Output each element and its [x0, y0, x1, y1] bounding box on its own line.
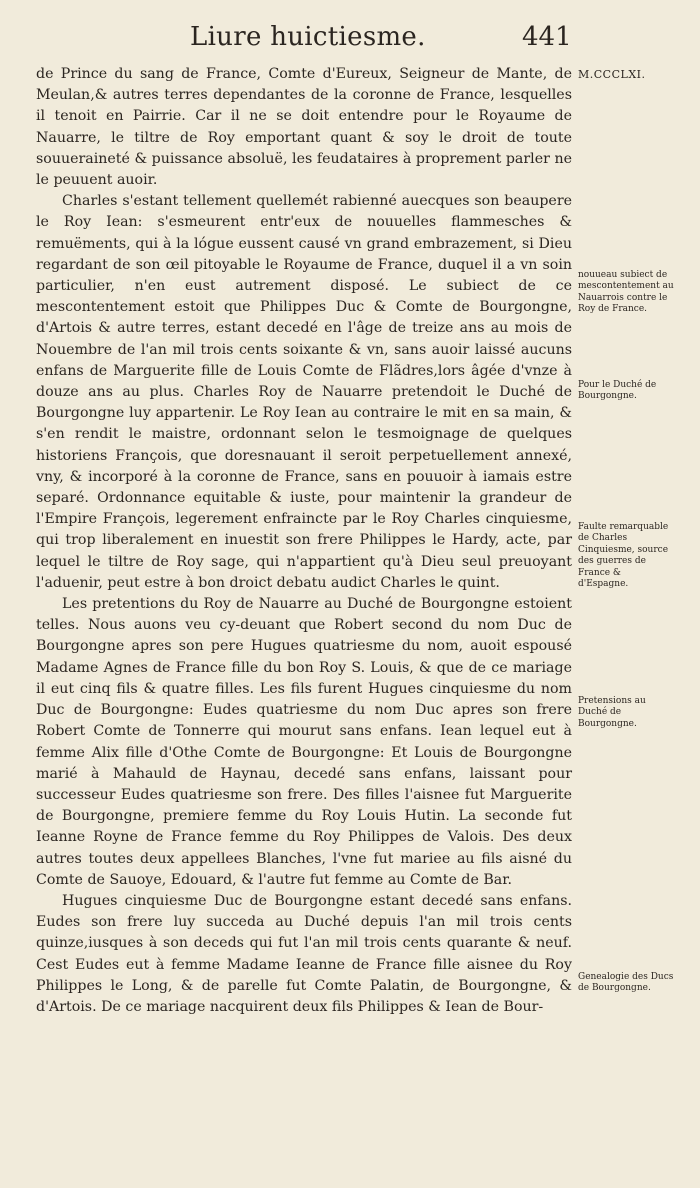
- margin-note: Pretensions au Duché de Bourgongne.: [578, 696, 646, 729]
- page-header: [0, 22, 700, 62]
- margin-note: Genealogie des Ducs de Bourgongne.: [578, 972, 674, 994]
- paragraph: de Prince du sang de France, Comte d'Eureux, Seigneur de Mante, de Meulan,& autres terres dependantes de la coronne de France, lesquelles il tenoit en Pairrie. Car il ne se doit entendre pour le Royaume de Nauarre, le tiltre de Roy emportant quant & soy le droit de toute souueraineté & puissance absoluë, les feudataires à proprement parler ne le peuuent auoir.: [36, 66, 572, 189]
- paragraph: Les pretentions du Roy de Nauarre au Duché de Bourgongne estoient telles. Nous auons veu cy-deuant que Robert second du nom Duc de Bourgongne apres son pere Hugues quatriesme du nom, auoit espousé Madame Agnes de France fille du bon Roy S. Louis, & que de ce mariage il eut cinq fils & quatre filles. Les fils furent Hugues cinquiesme du nom Duc de Bourgongne: Eudes quatriesme du nom Duc apres son frere Robert Comte de Tonnerre qui mourut sans enfans. Iean lequel eut à femme Alix fille d'Othe Comte de Bourgongne: Et Louis de Bourgongne marié à Mahauld de Haynau, decedé sans enfans, laissant pour successeur Eudes quatriesme son frere. Des filles l'aisnee fut Marguerite de Bourgongne, premiere femme du Roy Louis Hutin. La seconde fut Ieanne Royne de France femme du Roy Philippes de Valois. Des deux autres toutes deux appellees Blanches, l'vne fut mariee au fils aisné du Comte de Sauoye, Edouard, & l'autre fut femme au Comte de Bar.: [36, 596, 572, 888]
- body-text: [36, 64, 572, 1018]
- paragraph: Charles s'estant tellement quellemét rabienné auecques son beaupere le Roy Iean: s'esmeurent entr'eux de nouuelles flammesches & remuëments, qui à la lógue eussent causé vn grand embrazement, si Dieu regardant de son œil pitoyable le Royaume de France, duquel il a vn soin particulier, n'en eust autrement disposé. Le subiect de ce mescontentement estoit que Philippes Duc & Comte de Bourgongne, d'Artois & autre terres, estant decedé en l'âge de treize ans au mois de Nouembre de l'an mil trois cents soixante & vn, sans auoir laissé aucuns enfans de Marguerite fille de Louis Comte de Flãdres,lors âgée d'vnze à douze ans au plus. Charles Roy de Nauarre pretendoit le Duché de Bourgongne luy appartenir. Le Roy Iean au contraire le mit en sa main, & s'en rendit le maistre, ordonnant selon le tesmoignage de quelques historiens François, que doresnauant il seroit perpetuellement annexé, vny, & incorporé à la coronne de France, sans en pouuoir à iamais estre separé. Ordonnance equitable & iuste, pour maintenir la grandeur de l'Empire François, legerement enfraincte par le Roy Charles cinquiesme, qui trop liberalement en inuestit son frere Philippes le Hardy, acte, par lequel le tiltre de Roy sage, qui n'appartient qu'à Dieu seul preuoyant l'aduenir, peut estre à bon droict debatu audict Charles le quint.: [36, 193, 572, 591]
- running-title: Liure huictiesme.: [190, 22, 426, 52]
- page-number: 441: [522, 22, 572, 52]
- margin-year: M.CCCLXI.: [578, 68, 646, 81]
- margin-note: nouueau subiect de mescontentement au Nauarrois contre le Roy de France.: [578, 270, 674, 315]
- paragraph: Hugues cinquiesme Duc de Bourgongne estant decedé sans enfans. Eudes son frere luy succeda au Duché depuis l'an mil trois cents quinze,iusques à son deceds qui fut l'an mil trois cents quarante & neuf. Cest Eudes eut à femme Madame Ieanne de France fille aisnee du Roy Philippes le Long, & de parelle fut Comte Palatin, de Bourgongne, & d'Artois. De ce mariage nacquirent deux fils Philippes & Iean de Bour-: [36, 892, 572, 1015]
- margin-note: Faulte remarquable de Charles Cinquiesme, source des guerres de France & d'Espagne.: [578, 522, 669, 590]
- margin-note: Pour le Duché de Bourgongne.: [578, 380, 657, 402]
